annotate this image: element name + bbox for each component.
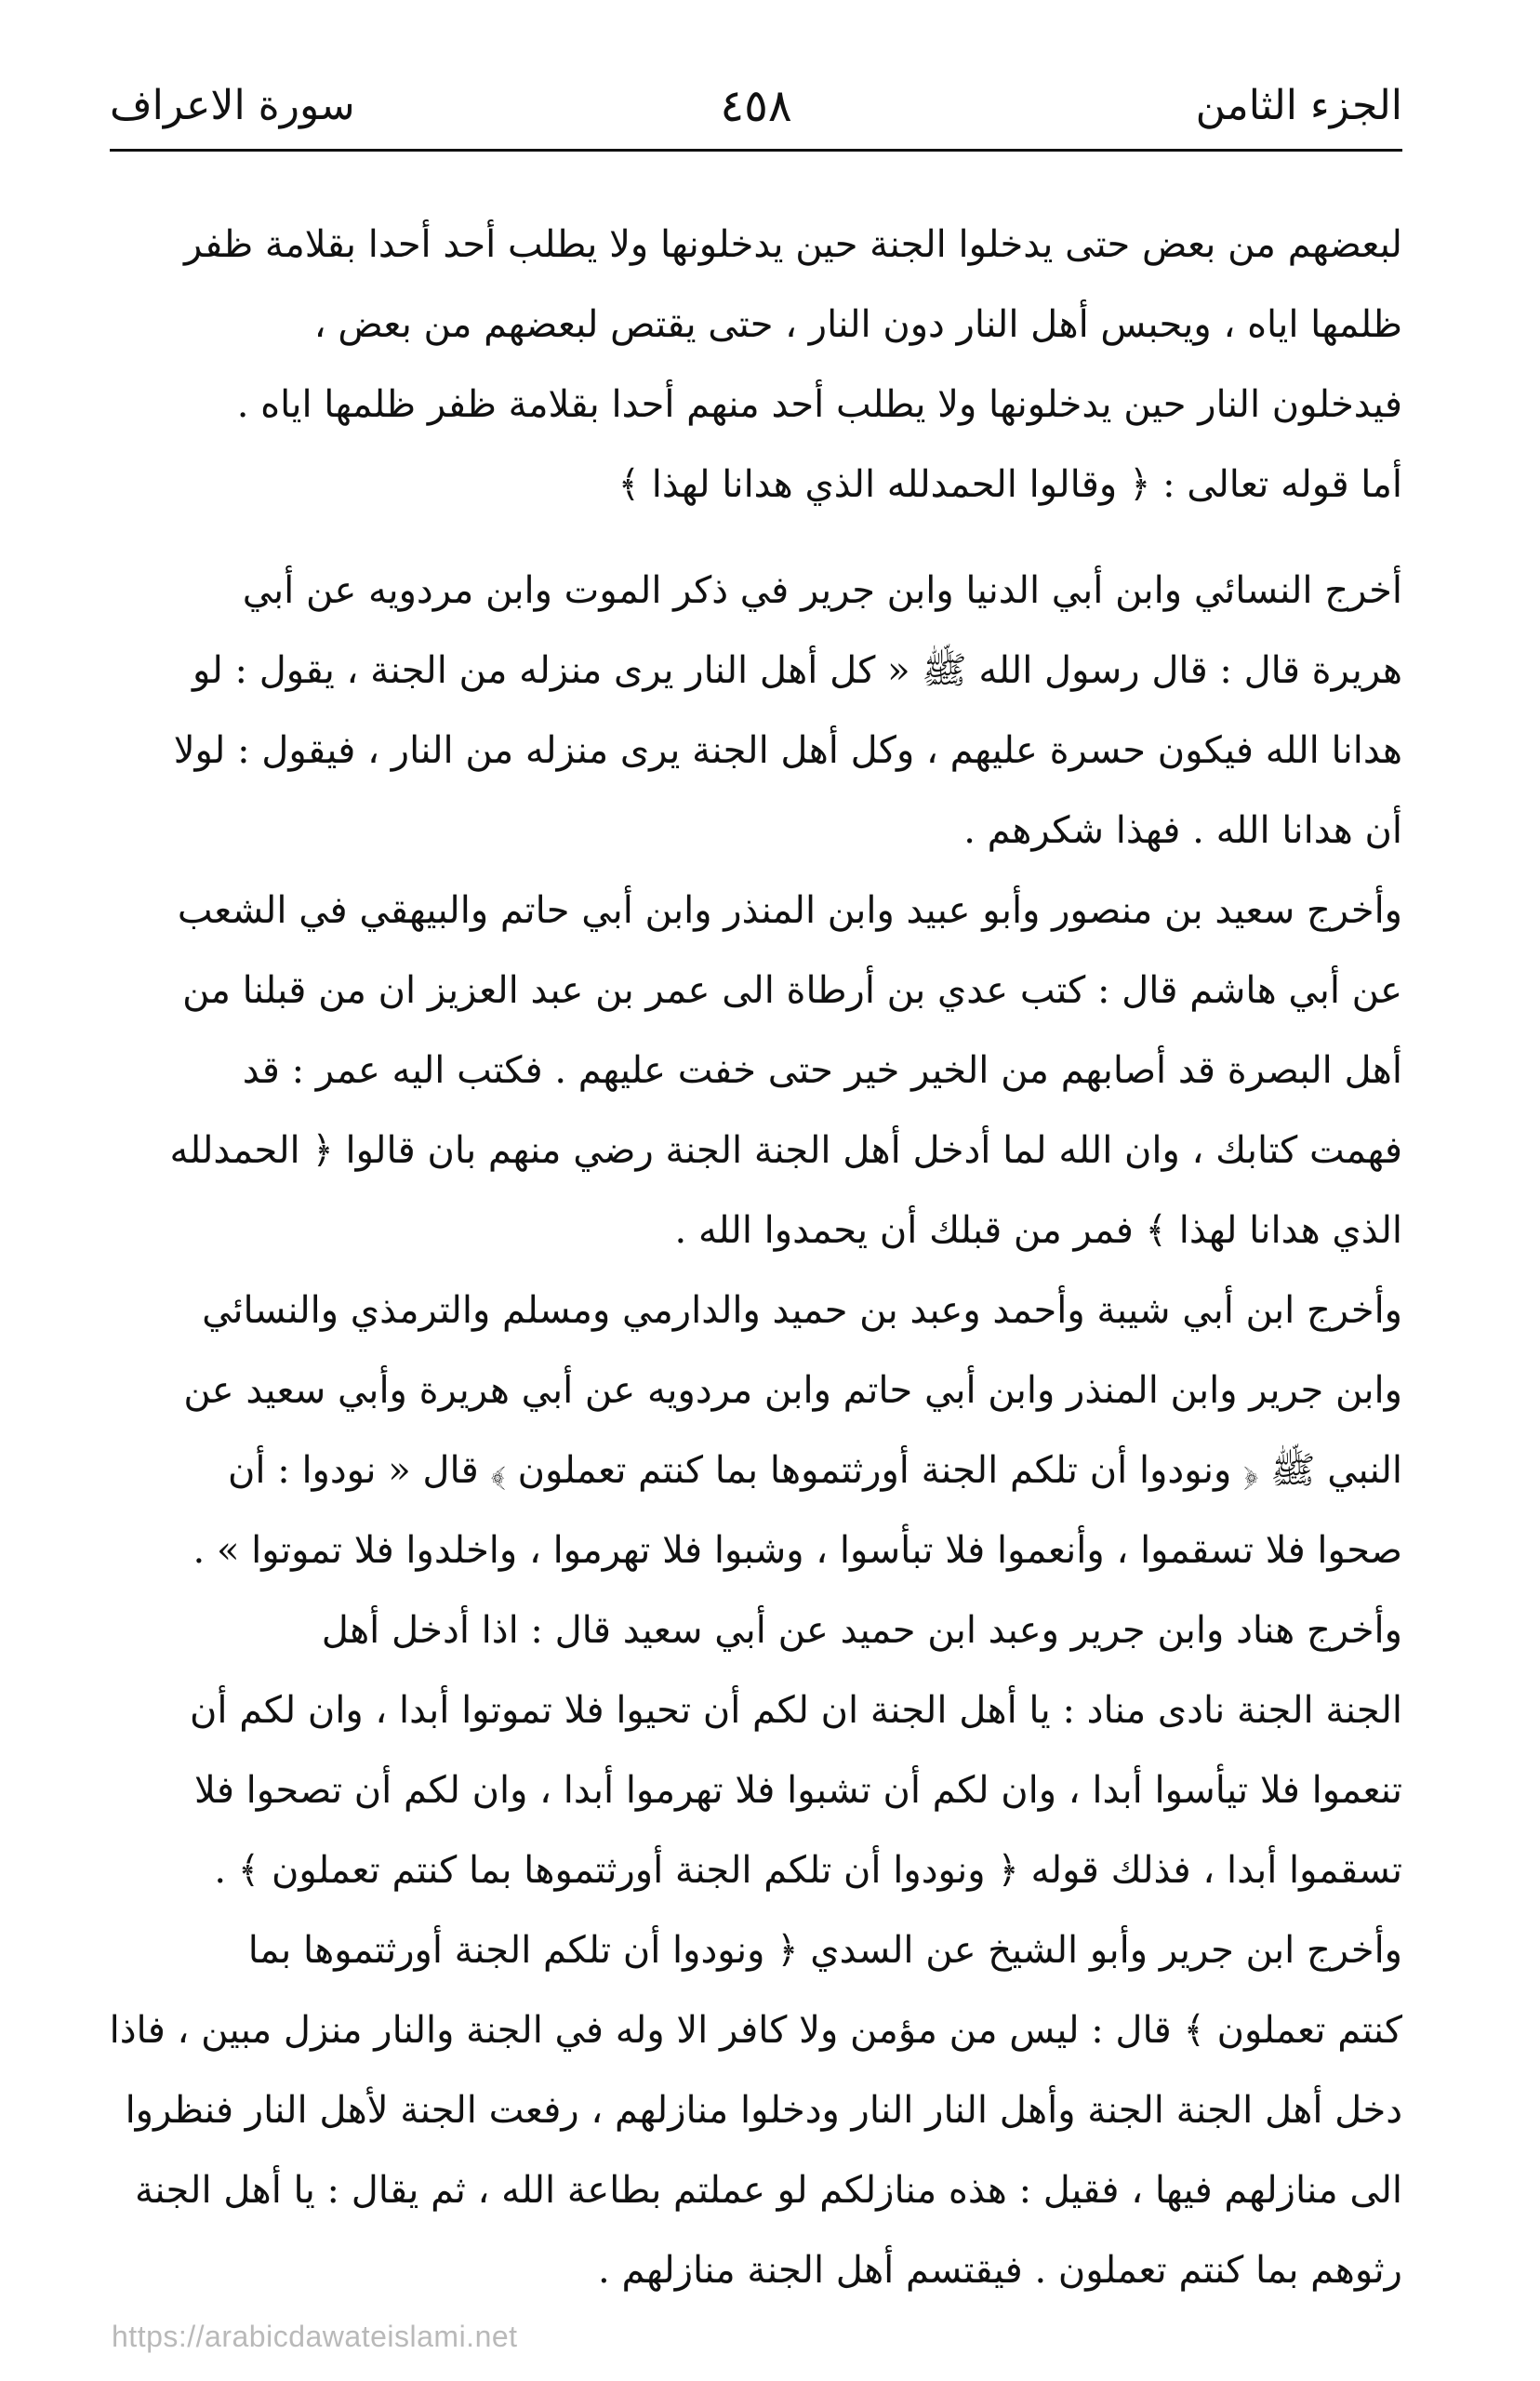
text-line: كنتم تعملون ﴾ قال : ليس من مؤمن ولا كافر الا وله في الجنة والنار منزل مبين ، فاذا <box>110 2009 1402 2052</box>
text-line: صحوا فلا تسقموا ، وأنعموا فلا تبأسوا ، وشبوا فلا تهرموا ، واخلدوا فلا تموتوا » . <box>192 1529 1402 1572</box>
text-line: النبي ﷺ ﴿ ونودوا أن تلكم الجنة أورثتموها بما كنتم تعملون ﴾ قال « نودوا : أن <box>228 1449 1402 1492</box>
text-line: تنعموا فلا تيأسوا أبدا ، وان لكم أن تشبوا فلا تهرموا أبدا ، وان لكم أن تصحوا فلا <box>193 1769 1402 1812</box>
text-line: أخرج النسائي وابن أبي الدنيا وابن جرير في ذكر الموت وابن مردويه عن أبي <box>242 569 1402 612</box>
part-title: الجزء الثامن <box>1195 82 1402 129</box>
text-line: وأخرج ابن أبي شيبة وأحمد وعبد بن حميد والدارمي ومسلم والترمذي والنسائي <box>202 1289 1402 1332</box>
text-line: وأخرج سعيد بن منصور وأبو عبيد وابن المنذر وابن أبي حاتم والبيهقي في الشعب <box>177 889 1402 932</box>
text-line: الجنة الجنة نادى مناد : يا أهل الجنة ان لكم أن تحيوا فلا تموتوا أبدا ، وان لكم أن <box>190 1689 1402 1732</box>
header-divider <box>110 149 1402 152</box>
text-line: وأخرج هناد وابن جرير وعبد ابن حميد عن أبي سعيد قال : اذا أدخل أهل <box>321 1609 1402 1652</box>
text-line: ظلمها اياه ، ويحبس أهل النار دون النار ، حتى يقتص لبعضهم من بعض ، <box>313 303 1402 346</box>
text-line: رثوهم بما كنتم تعملون . فيقتسم أهل الجنة منازلهم . <box>598 2249 1402 2292</box>
text-line: وابن جرير وابن المنذر وابن أبي حاتم وابن مردويه عن أبي هريرة وأبي سعيد عن <box>183 1369 1402 1412</box>
page-header <box>110 73 1402 140</box>
text-line: دخل أهل الجنة الجنة وأهل النار النار ودخلوا منازلهم ، رفعت الجنة لأهل النار فنظروا <box>125 2089 1402 2132</box>
text-line: أن هدانا الله . فهذا شكرهم . <box>963 809 1402 852</box>
text-line: فهمت كتابك ، وان الله لما أدخل أهل الجنة الجنة رضي منهم بان قالوا ﴿ الحمدلله <box>169 1129 1402 1172</box>
text-line: هدانا الله فيكون حسرة عليهم ، وكل أهل الجنة يرى منزله من النار ، فيقول : لولا <box>173 729 1402 772</box>
page-body <box>110 205 1402 2310</box>
watermark-url: https://arabicdawateislami.net <box>112 2320 518 2353</box>
page-number: ٤٥٨ <box>720 80 792 132</box>
text-line: أما قوله تعالى : ﴿ وقالوا الحمدلله الذي هدانا لهذا ﴾ <box>617 463 1402 506</box>
text-line: الى منازلهم فيها ، فقيل : هذه منازلكم لو عملتم بطاعة الله ، ثم يقال : يا أهل الجنة <box>134 2169 1402 2212</box>
text-line: وأخرج ابن جرير وأبو الشيخ عن السدي ﴿ ونودوا أن تلكم الجنة أورثتموها بما <box>247 1929 1402 1972</box>
text-line: فيدخلون النار حين يدخلونها ولا يطلب أحد منهم أحدا بقلامة ظفر ظلمها اياه . <box>236 383 1402 426</box>
text-line: الذي هدانا لهذا ﴾ فمر من قبلك أن يحمدوا الله . <box>674 1209 1402 1252</box>
text-line: هريرة قال : قال رسول الله ﷺ « كل أهل النار يرى منزله من الجنة ، يقول : لو <box>192 649 1402 692</box>
text-line: عن أبي هاشم قال : كتب عدي بن أرطاة الى عمر بن عبد العزيز ان من قبلنا من <box>182 969 1402 1012</box>
text-line: لبعضهم من بعض حتى يدخلوا الجنة حين يدخلونها ولا يطلب أحد أحدا بقلامة ظفر <box>184 223 1402 266</box>
surah-title: سورة الاعراف <box>110 82 355 129</box>
text-line: أهل البصرة قد أصابهم من الخير خير حتى خفت عليهم . فكتب اليه عمر : قد <box>242 1049 1402 1092</box>
text-line: تسقموا أبدا ، فذلك قوله ﴿ ونودوا أن تلكم الجنة أورثتموها بما كنتم تعملون ﴾ . <box>214 1849 1402 1892</box>
paragraph-gap <box>110 525 1402 551</box>
